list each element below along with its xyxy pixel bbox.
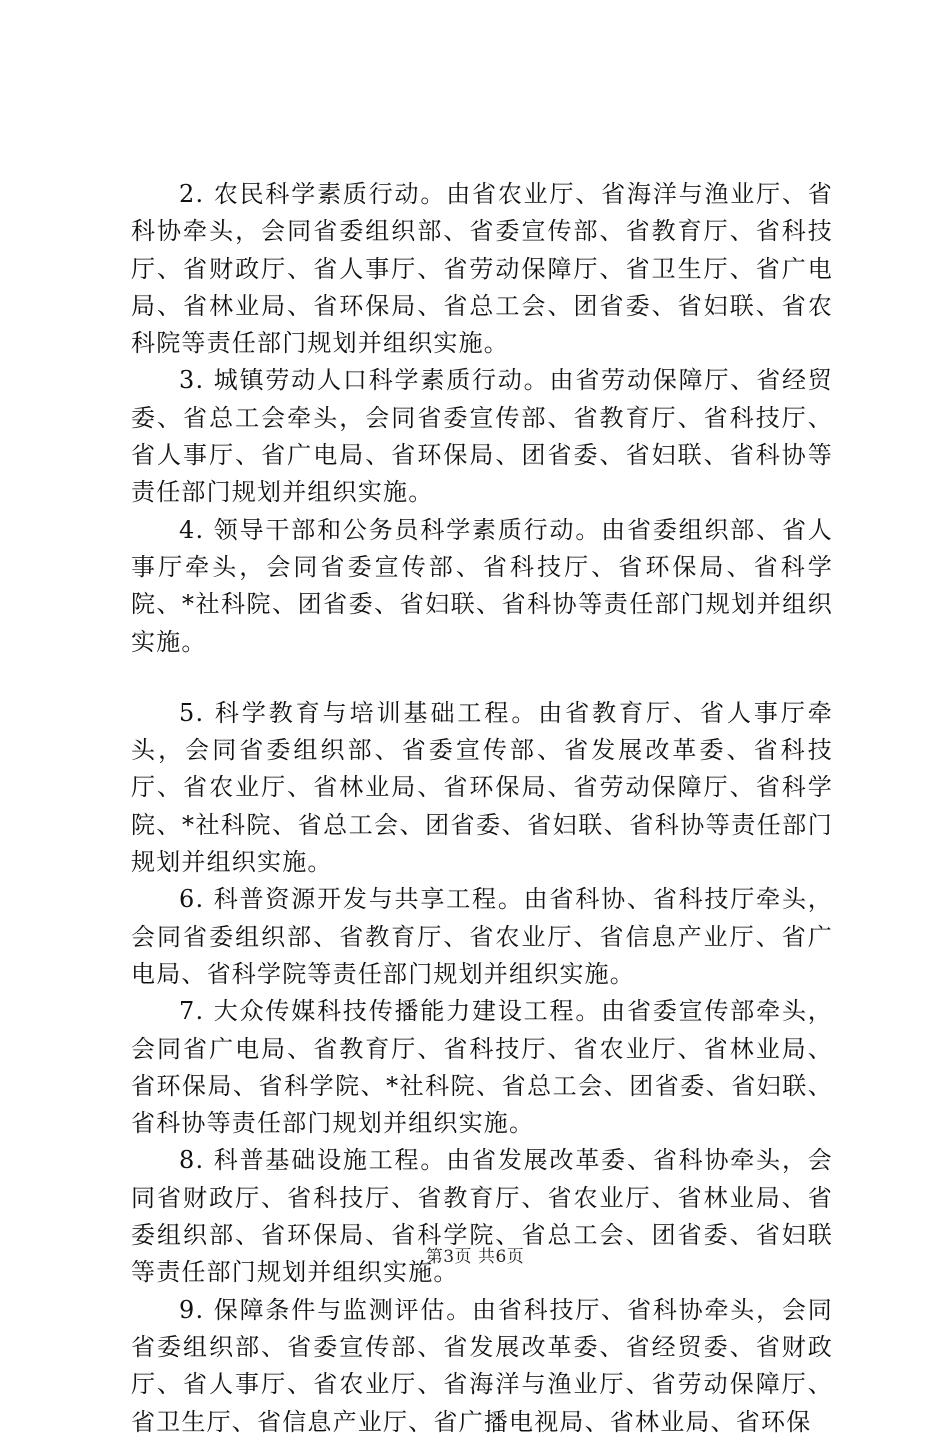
paragraph-item-7: 7. 大众传媒科技传播能力建设工程。由省委宣传部牵头，会同省广电局、省教育厅、省科技厅、省农业厅、省林业局、省环保局、省科学院、*社科院、省总工会、团省委、省妇联、省科协等责任部门规划并组织实施。 <box>131 997 833 1138</box>
paragraph-item-8: 8. 科普基础设施工程。由省发展改革委、省科协牵头，会同省财政厅、省科技厅、省教育厅、省农业厅、省林业局、省委组织部、省环保局、省科学院、省总工会、团省委、省妇联等责任部门规划并组织实施。 <box>131 1146 833 1287</box>
page-number-footer: 第3页 共6页 <box>425 1247 525 1267</box>
paragraph-item-5: 5. 科学教育与培训基础工程。由省教育厅、省人事厅牵头，会同省委组织部、省委宣传部、省发展改革委、省科技厅、省农业厅、省林业局、省环保局、省劳动保障厅、省科学院、*社科院、省总工会、团省委、省妇联、省科协等责任部门规划并组织实施。 <box>131 698 833 877</box>
paragraph-item-6: 6. 科普资源开发与共享工程。由省科协、省科技厅牵头，会同省委组织部、省教育厅、省农业厅、省信息产业厅、省广电局、省科学院等责任部门规划并组织实施。 <box>131 885 833 988</box>
paragraph-item-4: 4. 领导干部和公务员科学素质行动。由省委组织部、省人事厅牵头，会同省委宣传部、省科技厅、省环保局、省科学院、*社科院、团省委、省妇联、省科协等责任部门规划并组织实施。 <box>131 515 833 656</box>
paragraph-item-2: 2. 农民科学素质行动。由省农业厅、省海洋与渔业厅、省科协牵头，会同省委组织部、省委宣传部、省教育厅、省科技厅、省财政厅、省人事厅、省劳动保障厅、省卫生厅、省广电局、省林业局、省环保局、省总工会、团省委、省妇联、省农科院等责任部门规划并组织实施。 <box>131 180 833 358</box>
paragraph-gap <box>131 661 833 695</box>
paragraph-item-9: 9. 保障条件与监测评估。由省科技厅、省科协牵头，会同省委组织部、省委宣传部、省发展改革委、省经贸委、省财政厅、省人事厅、省农业厅、省海洋与渔业厅、省劳动保障厅、省卫生厅、省信息产业厅、省广播电视局、省林业局、省环保 <box>131 1295 833 1436</box>
paragraph-item-3: 3. 城镇劳动人口科学素质行动。由省劳动保障厅、省经贸委、省总工会牵头，会同省委宣传部、省教育厅、省科技厅、省人事厅、省广电局、省环保局、团省委、省妇联、省科协等责任部门规划并组织实施。 <box>131 366 833 507</box>
